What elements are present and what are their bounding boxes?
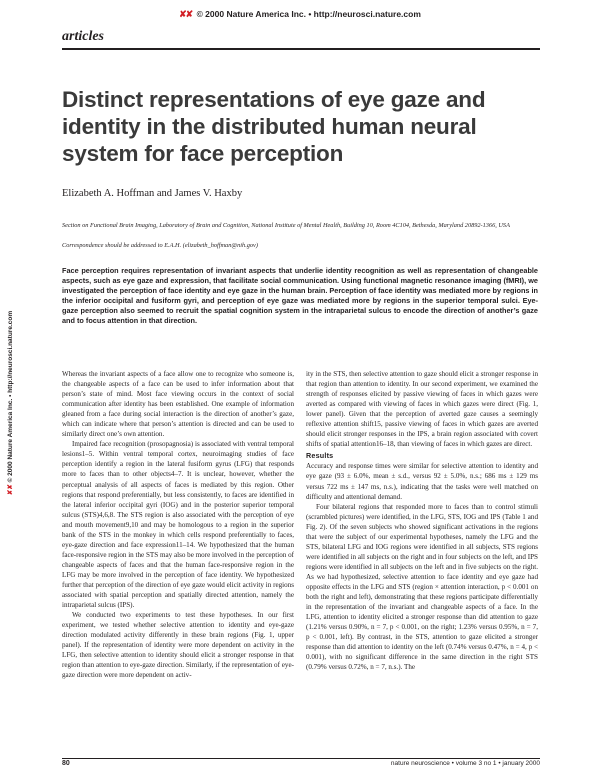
affiliation: Section on Functional Brain Imaging, Laboratory of Brain and Cognition, National Institute of Mental Health, Building 10, Room 4C104, Bethesda, Maryland 20892-1366, USA <box>62 222 510 229</box>
body-paragraph: We conducted two experiments to test these hypotheses. In our first experiment, we tested whether selective attention to identity and eye-gaze direction modulated activity differently in these brain regions (Fig. 1, upper panel). If the representation of identity were more dependent on activity in the LFG, then selective attention to identity should elicit a stronger response in that region than attention to eye-gaze direction. Similarly, if the representation of eye-gaze direction were more dependent on activ- <box>62 611 294 680</box>
abstract: Face perception requires representation of invariant aspects that underlie identity recognition as well as representation of changeable aspects, such as eye gaze and expression, that facilitate social communication. Using functional magnetic resonance imaging (fMRI), we investigated the perception of face identity and eye gaze in the human brain. Perception of face identity was mediated more by regions in the inferior occipital and fusiform gyri, and perception of eye gaze was mediated more by regions in the superior temporal sulci. Eye-gaze perception also seemed to recruit the spatial cognition system in the intraparietal sulcus to encode the direction of another’s gaze and to focus attention in that direction. <box>62 266 538 326</box>
side-npg-logo-icon: ✘✘ <box>7 484 14 496</box>
body-paragraph: ity in the STS, then selective attention to gaze should elicit a stronger response in that region than attention to identity. In our second experiment, we examined the strength of responses elicited by passive viewing of faces in which gazes were averted as compared with viewing of faces in which gazes were direct (Fig. 1, lower panel). Given that the perception of averted gaze causes a seemingly reflexive attention shift15, passive viewing of faces in which gazes are averted should elicit stronger responses in the IPS, a brain region associated with covert shifts of spatial attention16–18, than viewing of faces in which gazes are direct. <box>306 370 538 449</box>
results-heading: Results <box>306 451 334 461</box>
side-copyright <box>3 310 17 496</box>
running-header <box>0 9 600 20</box>
section-label: articles <box>62 29 104 44</box>
npg-logo-icon: ✘✘ <box>179 9 193 19</box>
section-divider <box>62 48 540 50</box>
correspondence: Correspondence should be addressed to E.A.H. (elizabeth_hoffman@nih.gov) <box>62 242 258 249</box>
body-column-right <box>306 369 538 672</box>
side-copyright-text: © 2000 Nature America Inc. • http://neurosci.nature.com <box>7 310 14 483</box>
article-title: Distinct representations of eye gaze and identity in the distributed human neural system for face perception <box>62 87 486 166</box>
footer-divider <box>62 758 540 759</box>
authors: Elizabeth A. Hoffman and James V. Haxby <box>62 188 243 199</box>
body-column-left <box>62 369 294 680</box>
body-paragraph: Accuracy and response times were similar for selective attention to identity and eye gaze (93 ± 6.0%, mean ± s.d., versus 92 ± 5.0%, n.s.; 686 ms ± 129 ms versus 722 ms ± 147 ms, n.s.), indicating that the tasks were well matched on difficulty and attentional demand. <box>306 462 538 501</box>
body-paragraph: Four bilateral regions that responded more to faces than to control stimuli (scrambled pictures) were identified, in the LFG, STS, IOG and IPS (Table 1 and Fig. 2). Of the seven subjects who showed significant activations in the regions that were the subject of our experimental hypotheses, namely the LFG and the STS, bilateral LFG and IOG regions were identified in all subjects, STS regions were identified in all subjects on the right and in four subjects on the left, and IPS regions were identified in all subjects on the left and in five subjects on the right. As we had hypothesized, selective attention to face identity and eye gaze had opposite effects in the LFG and STS (region × attention interaction, p < 0.001 on both the right and left), demonstrating that these regions participate differentially in the representation of the invariant and changeable aspects of a face. In the LFG, attention to identity elicited a stronger response than did attention to gaze (1.21% versus 0.90%, n = 7, p < 0.001, on the right; 1.23% versus 0.95%, n = 7, p < 0.001, left). By contrast, in the STS, attention to gaze elicited a stronger response than did attention to identity on the left (0.74% versus 0.47%, n = 4, p < 0.001), with no significant difference in the same direction in the right STS (0.79% versus 0.72%, n = 7, n.s.). The <box>306 502 538 672</box>
footer-journal: nature neuroscience • volume 3 no 1 • january 2000 <box>390 760 540 767</box>
header-copyright: © 2000 Nature America Inc. • http://neurosci.nature.com <box>196 9 421 19</box>
body-paragraph: Whereas the invariant aspects of a face allow one to recognize who someone is, the changeable aspects of a face can be used to infer information about that person’s state of mind. Most face viewing occurs in the context of social communication after identity has been established. One example of information gleaned from a face during social interaction is the direction of another’s gaze, which can indicate where that person’s attention is directed and can be used to similarly direct one’s own attention. <box>62 370 294 439</box>
body-paragraph: Impaired face recognition (prosopagnosia) is associated with ventral temporal lesions1–5. Within ventral temporal cortex, neuroimaging studies of face perception identify a region in the lateral fusiform gyrus (LFG) that responds more to faces than to other objects4–7. It is unclear, however, whether the perceptual analysis of all aspects of faces is mediated by this region. Other regions that respond preferentially, but less consistently, to faces are identified in the lateral inferior occipital gyri (IOG) and in the posterior superior temporal sulcus (STS)4,6,8. The STS region is also associated with the perception of eye and mouth movement9,10 and may be homologous to a region in the superior bank of the STS in the monkey in which cells respond preferentially to faces, eye-gaze direction and face expression11–14. We hypothesized that the human face-responsive region in the STS may also be more involved in the perception of changeable aspects of faces and that the human face-responsive region in the LFG may be more involved in the perception of face identity. We hypothesized further that perception of the direction of eye gaze would elicit activity in regions associated with spatial perception and spatially directed attention, namely the intraparietal sulcus (IPS). <box>62 440 294 610</box>
page-number: 80 <box>62 760 70 767</box>
